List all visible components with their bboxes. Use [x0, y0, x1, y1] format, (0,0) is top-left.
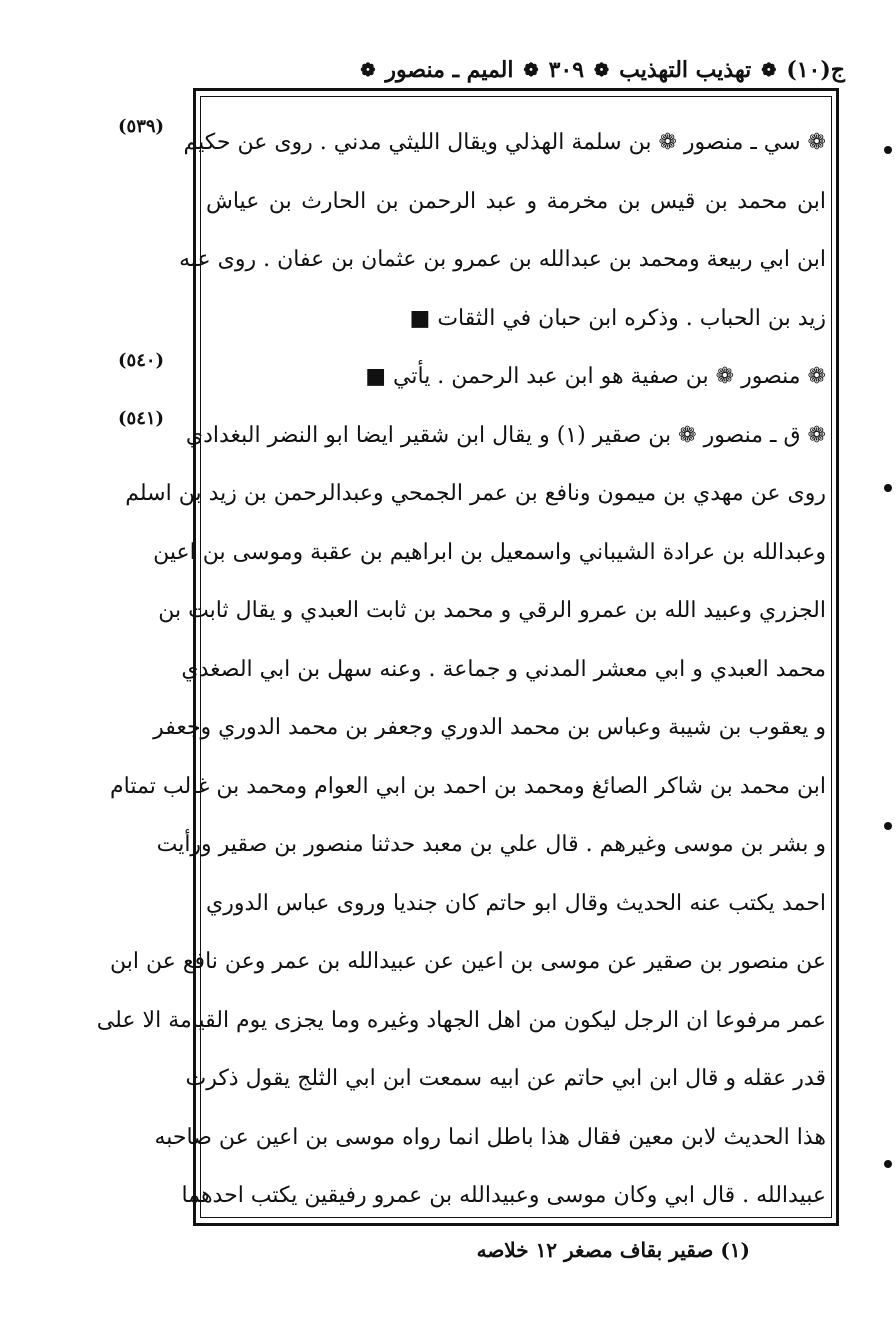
text-line: و يعقوب بن شيبة وعباس بن محمد الدوري وجعفر بن محمد الدوري وجعفر — [153, 715, 826, 740]
text-line: و بشر بن موسى وغيرهم . قال علي بن معبد حدثنا منصور بن صقير ورأيت — [156, 832, 826, 857]
text-line: عبيدالله . قال ابي وكان موسى وعبيدالله بن عمرو رفيقين يكتب احدهما — [181, 1183, 826, 1208]
footnote: (١) صقير بقاف مصغر ١٢ خلاصه — [476, 1238, 750, 1262]
ornament-icon: ❁ — [360, 59, 376, 81]
text-line: ❁ سي ـ منصور ❁ بن سلمة الهذلي ويقال الليثي مدني . روى عن حكيم — [183, 130, 826, 155]
text-line: وعبدالله بن عرادة الشيباني واسمعيل بن ابراهيم بن عقبة وموسى بن اعين — [153, 539, 826, 565]
page-header — [195, 50, 845, 90]
entry-number: (٥٤٠) — [118, 350, 165, 371]
ornament-icon: ❁ — [761, 59, 777, 81]
text-line: عمر مرفوعا ان الرجل ليكون من اهل الجهاد وغيره وما يجزى يوم القيامة الا على — [96, 1007, 826, 1033]
text-line: عن منصور بن صقير عن موسى بن اعين عن عبيدالله بن عمر وعن نافع عن ابن — [110, 949, 826, 974]
page-number: ٣٠٩ — [548, 57, 585, 83]
text-line: الجزري وعبيد الله بن عمرو الرقي و محمد بن ثابت العبدي و يقال ثابت بن — [158, 598, 826, 623]
book-title: تهذيب التهذيب — [619, 57, 752, 83]
text-line: ابن محمد بن شاكر الصائغ ومحمد بن احمد بن ابي العوام ومحمد بن غالب تمتام — [110, 773, 826, 799]
ornament-icon: ❁ — [523, 59, 539, 81]
text-line: ❁ منصور ❁ بن صفية هو ابن عبد الرحمن . يأتي ■ — [365, 364, 826, 389]
text-line: زيد بن الحباب . وذكره ابن حبان في الثقات ■ — [409, 305, 826, 331]
section-title: الميم ـ منصور — [385, 57, 514, 83]
text-line: ❁ ق ـ منصور ❁ بن صقير (١) و يقال ابن شقير ايضا ابو النضر البغدادي — [185, 422, 826, 448]
text-line: محمد العبدي و ابي معشر المدني و جماعة . وعنه سهل بن ابي الصغدي — [181, 656, 826, 682]
margin-dot — [884, 1160, 892, 1168]
margin-dot — [884, 146, 892, 154]
margin-dot — [884, 822, 892, 830]
ornament-icon: ❁ — [594, 59, 610, 81]
entry-number: (٥٣٩) — [118, 116, 165, 137]
text-line: قدر عقله و قال ابن ابي حاتم عن ابيه سمعت ابن ابي الثلج يقول ذكرت — [185, 1066, 826, 1091]
entry-number: (٥٤١) — [118, 408, 165, 429]
text-line: ابن محمد بن قيس بن مخرمة و عبد الرحمن بن الحارث بن عياش — [206, 188, 826, 214]
margin-dot — [884, 484, 892, 492]
text-line: ابن ابي ربيعة ومحمد بن عبدالله بن عمرو بن عثمان بن عفان . روى عنه — [179, 247, 826, 272]
text-line: روى عن مهدي بن ميمون ونافع بن عمر الجمحي وعبدالرحمن بن زيد بن اسلم — [125, 481, 826, 506]
text-line: احمد يكتب عنه الحديث وقال ابو حاتم كان جنديا وروى عباس الدوري — [206, 890, 826, 916]
text-line: هذا الحديث لابن معين فقال هذا باطل انما رواه موسى بن اعين عن صاحبه — [154, 1124, 826, 1150]
volume-label: ج(١٠) — [786, 57, 845, 83]
